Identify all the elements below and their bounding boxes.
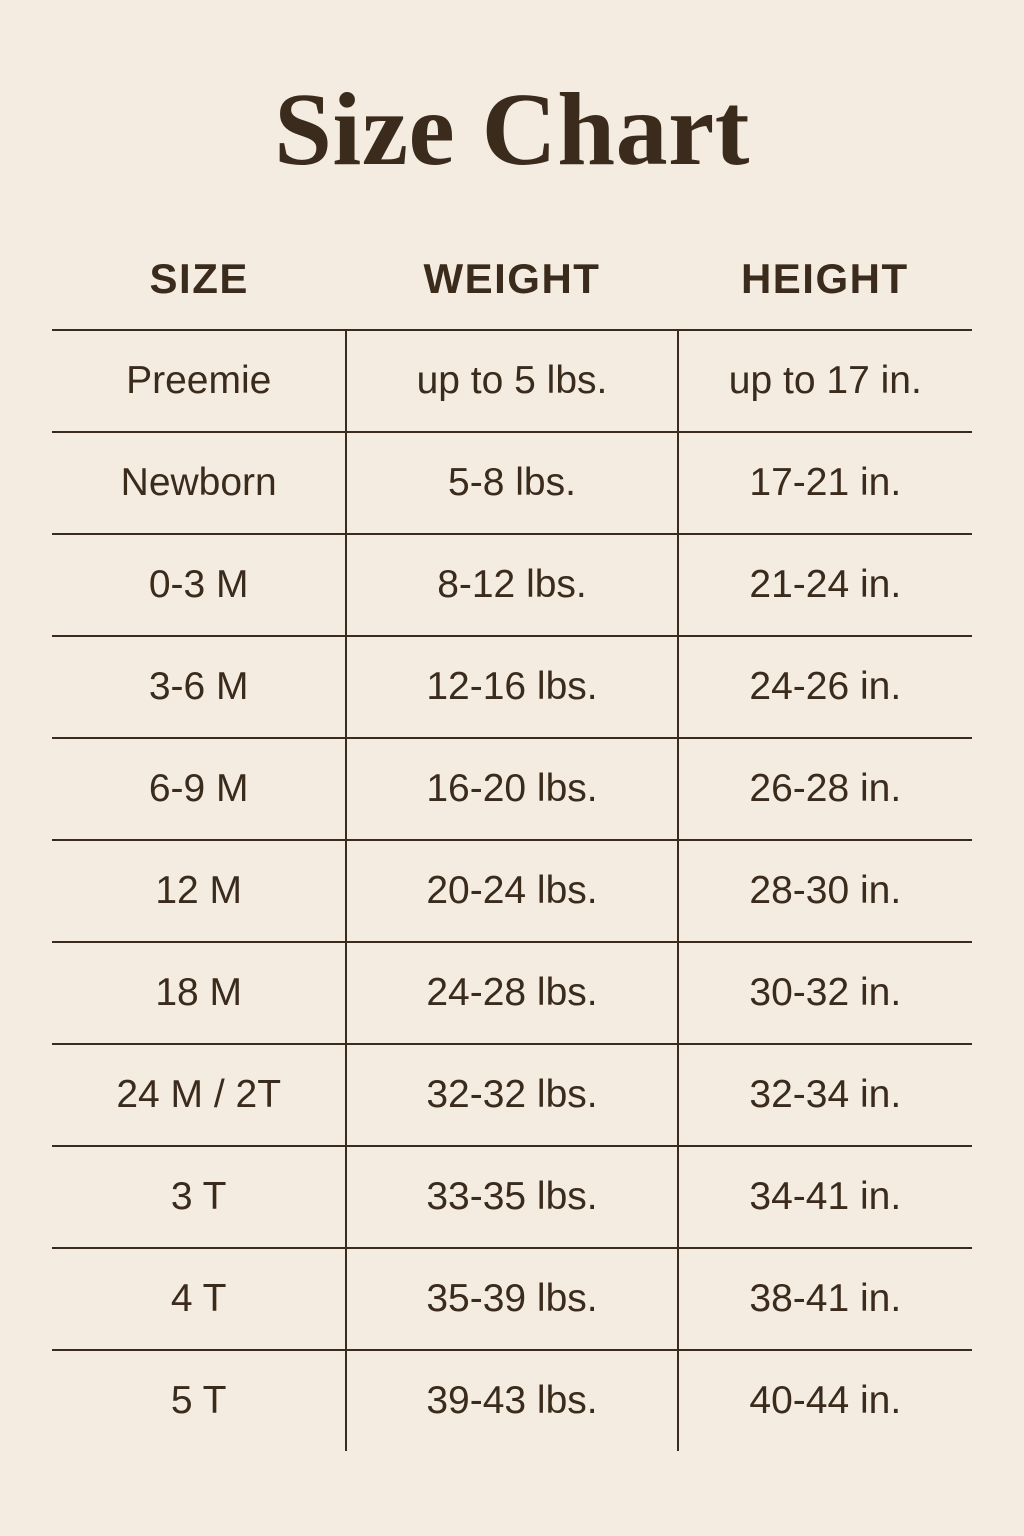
cell-height: 38-41 in.: [678, 1248, 972, 1350]
cell-height: 17-21 in.: [678, 432, 972, 534]
cell-weight: 20-24 lbs.: [346, 840, 677, 942]
cell-weight: 39-43 lbs.: [346, 1350, 677, 1451]
size-chart-table: [52, 254, 972, 1451]
cell-size: 18 M: [52, 942, 346, 1044]
page-title: Size Chart: [274, 72, 750, 187]
cell-weight: 33-35 lbs.: [346, 1146, 677, 1248]
column-header-size: SIZE: [149, 255, 249, 302]
cell-height: 26-28 in.: [678, 738, 972, 840]
cell-height: up to 17 in.: [678, 330, 972, 432]
cell-weight: 8-12 lbs.: [346, 534, 677, 636]
table-row: [52, 840, 972, 942]
cell-size: Preemie: [52, 330, 346, 432]
table-row: [52, 1248, 972, 1350]
cell-weight: 35-39 lbs.: [346, 1248, 677, 1350]
column-header-height: HEIGHT: [740, 255, 909, 302]
cell-weight: up to 5 lbs.: [346, 330, 677, 432]
cell-height: 30-32 in.: [678, 942, 972, 1044]
cell-height: 34-41 in.: [678, 1146, 972, 1248]
cell-size: 5 T: [52, 1350, 346, 1451]
table-row: [52, 942, 972, 1044]
cell-weight: 12-16 lbs.: [346, 636, 677, 738]
table-row: [52, 1044, 972, 1146]
table-row: [52, 432, 972, 534]
size-chart-table-wrapper: [52, 182, 972, 1451]
cell-weight: 24-28 lbs.: [346, 942, 677, 1044]
cell-size: 0-3 M: [52, 534, 346, 636]
table-row: [52, 1146, 972, 1248]
cell-size: 12 M: [52, 840, 346, 942]
cell-size: 24 M / 2T: [52, 1044, 346, 1146]
cell-height: 32-34 in.: [678, 1044, 972, 1146]
cell-height: 21-24 in.: [678, 534, 972, 636]
column-header-weight: WEIGHT: [423, 255, 601, 302]
cell-weight: 16-20 lbs.: [346, 738, 677, 840]
table-row: [52, 636, 972, 738]
cell-size: 3 T: [52, 1146, 346, 1248]
cell-weight: 5-8 lbs.: [346, 432, 677, 534]
table-row: [52, 330, 972, 432]
cell-size: 3-6 M: [52, 636, 346, 738]
cell-size: 6-9 M: [52, 738, 346, 840]
cell-weight: 32-32 lbs.: [346, 1044, 677, 1146]
table-header-row: [52, 254, 972, 330]
cell-size: 4 T: [52, 1248, 346, 1350]
table-row: [52, 1350, 972, 1451]
cell-size: Newborn: [52, 432, 346, 534]
table-row: [52, 738, 972, 840]
table-row: [52, 534, 972, 636]
cell-height: 24-26 in.: [678, 636, 972, 738]
cell-height: 28-30 in.: [678, 840, 972, 942]
cell-height: 40-44 in.: [678, 1350, 972, 1451]
